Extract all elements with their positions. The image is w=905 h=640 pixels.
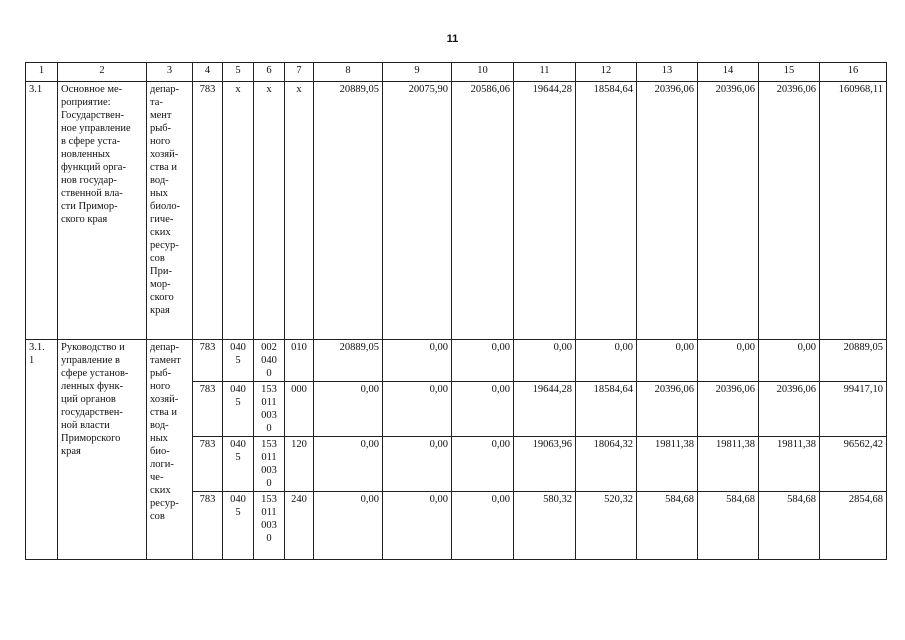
amount-cell: 0,00 — [383, 382, 452, 437]
amount-cell: 20889,05 — [820, 340, 887, 382]
amount-cell: 20396,06 — [637, 382, 698, 437]
csr-code-line: 0 — [266, 423, 272, 434]
measure-name-line: ского края — [61, 214, 108, 225]
csr-code-line: 003 — [261, 410, 277, 421]
measure-name — [58, 82, 147, 340]
rzpr-code: х — [223, 82, 254, 340]
rzpr-code-line: 5 — [235, 452, 241, 463]
row-number — [26, 340, 58, 560]
measure-name-line: Приморского — [61, 433, 121, 444]
executor-line: ских — [150, 485, 171, 496]
measure-name-line: нов государ- — [61, 175, 117, 186]
executor-line: мент — [150, 110, 172, 121]
amount-cell: 520,32 — [576, 492, 637, 560]
executor-line: вод- — [150, 420, 169, 431]
rzpr-code — [223, 437, 254, 492]
amount-cell: 20396,06 — [698, 382, 759, 437]
rzpr-code-line: 040 — [230, 494, 246, 505]
measure-name-line: ственной вла- — [61, 188, 123, 199]
column-header: 5 — [223, 63, 254, 82]
amount-cell: 20889,05 — [314, 340, 383, 382]
column-header: 7 — [285, 63, 314, 82]
amount-cell: 0,00 — [576, 340, 637, 382]
grbs-code: 783 — [193, 492, 223, 560]
amount-cell: 0,00 — [452, 340, 514, 382]
amount-cell: 580,32 — [514, 492, 576, 560]
column-header: 2 — [58, 63, 147, 82]
amount-cell: 0,00 — [698, 340, 759, 382]
table-row — [26, 340, 887, 382]
column-header: 14 — [698, 63, 759, 82]
amount-cell: 20396,06 — [698, 82, 759, 340]
executor-line: хозяй- — [150, 149, 179, 160]
amount-cell: 584,68 — [759, 492, 820, 560]
page-number: 11 — [446, 33, 459, 45]
row-number-line: 1 — [29, 355, 35, 366]
executor-line: вод- — [150, 175, 169, 186]
rzpr-code-line: 040 — [230, 342, 246, 353]
executor-line: ных — [150, 433, 168, 444]
column-header: 3 — [147, 63, 193, 82]
amount-cell: 0,00 — [514, 340, 576, 382]
grbs-code: 783 — [193, 82, 223, 340]
amount-cell: 0,00 — [314, 382, 383, 437]
rzpr-code-line: 040 — [230, 439, 246, 450]
executor-line: ресур- — [150, 240, 179, 251]
amount-cell: 19811,38 — [759, 437, 820, 492]
header-row — [26, 63, 887, 82]
amount-cell: 19811,38 — [698, 437, 759, 492]
executor-line: ства и — [150, 162, 177, 173]
executor-line: При- — [150, 266, 172, 277]
amount-cell: 20075,90 — [383, 82, 452, 340]
amount-cell: 19063,96 — [514, 437, 576, 492]
column-header: 12 — [576, 63, 637, 82]
rzpr-code-line: 040 — [230, 384, 246, 395]
column-header: 11 — [514, 63, 576, 82]
row-number: 3.1 — [26, 82, 58, 340]
grbs-code: 783 — [193, 382, 223, 437]
measure-name-line: в сфере уста- — [61, 136, 121, 147]
grbs-code: 783 — [193, 340, 223, 382]
amount-cell: 20396,06 — [759, 82, 820, 340]
csr-code-line: 003 — [261, 520, 277, 531]
measure-name-line: сти Примор- — [61, 201, 118, 212]
executor-line: рыб- — [150, 123, 172, 134]
csr-code-line: 153 — [261, 494, 277, 505]
amount-cell: 19644,28 — [514, 382, 576, 437]
column-header: 15 — [759, 63, 820, 82]
measure-name-line: края — [61, 446, 81, 457]
measure-name — [58, 340, 147, 560]
vr-code: 010 — [285, 340, 314, 382]
measure-name-line: сфере установ- — [61, 368, 129, 379]
executor — [147, 82, 193, 340]
executor-line: ства и — [150, 407, 177, 418]
csr-code — [254, 340, 285, 382]
column-header: 6 — [254, 63, 285, 82]
amount-cell: 20586,06 — [452, 82, 514, 340]
executor-line: био- — [150, 446, 170, 457]
measure-name-line: ленных функ- — [61, 381, 124, 392]
csr-code: х — [254, 82, 285, 340]
csr-code-line: 011 — [261, 507, 277, 518]
amount-cell: 20396,06 — [759, 382, 820, 437]
csr-code — [254, 382, 285, 437]
amount-cell: 96562,42 — [820, 437, 887, 492]
executor-line: депар- — [150, 342, 180, 353]
column-header: 16 — [820, 63, 887, 82]
csr-code — [254, 492, 285, 560]
table-row — [26, 82, 887, 340]
measure-name-line: ций органов — [61, 394, 116, 405]
amount-cell: 18584,64 — [576, 82, 637, 340]
executor-line: та- — [150, 97, 163, 108]
measure-name-line: функций орга- — [61, 162, 126, 173]
amount-cell: 20889,05 — [314, 82, 383, 340]
amount-cell: 19811,38 — [637, 437, 698, 492]
rzpr-code — [223, 492, 254, 560]
csr-code-line: 011 — [261, 397, 277, 408]
executor-line: рыб- — [150, 368, 172, 379]
measure-name-line: Государствен- — [61, 110, 124, 121]
amount-cell: 99417,10 — [820, 382, 887, 437]
executor-line: мор- — [150, 279, 171, 290]
csr-code-line: 0 — [266, 368, 272, 379]
rzpr-code — [223, 340, 254, 382]
amount-cell: 18584,64 — [576, 382, 637, 437]
amount-cell: 584,68 — [637, 492, 698, 560]
executor-line: ного — [150, 381, 171, 392]
measure-name-line: государствен- — [61, 407, 123, 418]
executor-line: гиче- — [150, 214, 174, 225]
executor — [147, 340, 193, 560]
executor-line: сов — [150, 253, 165, 264]
executor-line: ного — [150, 136, 171, 147]
amount-cell: 0,00 — [383, 492, 452, 560]
rzpr-code — [223, 382, 254, 437]
amount-cell: 0,00 — [383, 340, 452, 382]
csr-code-line: 003 — [261, 465, 277, 476]
executor-line: хозяй- — [150, 394, 179, 405]
vr-code: х — [285, 82, 314, 340]
executor-line: ных — [150, 188, 168, 199]
executor-line: ресур- — [150, 498, 179, 509]
measure-name-line: управление в — [61, 355, 120, 366]
csr-code-line: 011 — [261, 452, 277, 463]
amount-cell: 0,00 — [452, 492, 514, 560]
csr-code-line: 153 — [261, 439, 277, 450]
measure-name-line: Основное ме- — [61, 84, 123, 95]
amount-cell: 0,00 — [759, 340, 820, 382]
amount-cell: 2854,68 — [820, 492, 887, 560]
budget-table — [25, 62, 887, 560]
csr-code — [254, 437, 285, 492]
measure-name-line: Руководство и — [61, 342, 125, 353]
amount-cell: 0,00 — [452, 382, 514, 437]
amount-cell: 0,00 — [383, 437, 452, 492]
rzpr-code-line: 5 — [235, 397, 241, 408]
executor-line: ских — [150, 227, 171, 238]
csr-code-line: 153 — [261, 384, 277, 395]
executor-line: тамент — [150, 355, 181, 366]
executor-line: ского — [150, 292, 174, 303]
column-header: 10 — [452, 63, 514, 82]
column-header: 4 — [193, 63, 223, 82]
measure-name-line: ное управление — [61, 123, 131, 134]
measure-name-line: новленных — [61, 149, 111, 160]
column-header: 1 — [26, 63, 58, 82]
vr-code: 000 — [285, 382, 314, 437]
csr-code-line: 040 — [261, 355, 277, 366]
executor-line: логи- — [150, 459, 174, 470]
grbs-code: 783 — [193, 437, 223, 492]
amount-cell: 0,00 — [452, 437, 514, 492]
row-number-line: 3.1. — [29, 342, 45, 353]
rzpr-code-line: 5 — [235, 355, 241, 366]
executor-line: депар- — [150, 84, 180, 95]
amount-cell: 584,68 — [698, 492, 759, 560]
amount-cell: 160968,11 — [820, 82, 887, 340]
amount-cell: 0,00 — [637, 340, 698, 382]
amount-cell: 18064,32 — [576, 437, 637, 492]
csr-code-line: 0 — [266, 478, 272, 489]
measure-name-line: роприятие: — [61, 97, 111, 108]
column-header: 8 — [314, 63, 383, 82]
executor-line: че- — [150, 472, 164, 483]
amount-cell: 0,00 — [314, 492, 383, 560]
column-header: 13 — [637, 63, 698, 82]
executor-line: биоло- — [150, 201, 181, 212]
rzpr-code-line: 5 — [235, 507, 241, 518]
vr-code: 240 — [285, 492, 314, 560]
csr-code-line: 002 — [261, 342, 277, 353]
column-header: 9 — [383, 63, 452, 82]
amount-cell: 20396,06 — [637, 82, 698, 340]
executor-line: сов — [150, 511, 165, 522]
amount-cell: 0,00 — [314, 437, 383, 492]
measure-name-line: ной власти — [61, 420, 110, 431]
csr-code-line: 0 — [266, 533, 272, 544]
executor-line: края — [150, 305, 170, 316]
amount-cell: 19644,28 — [514, 82, 576, 340]
vr-code: 120 — [285, 437, 314, 492]
